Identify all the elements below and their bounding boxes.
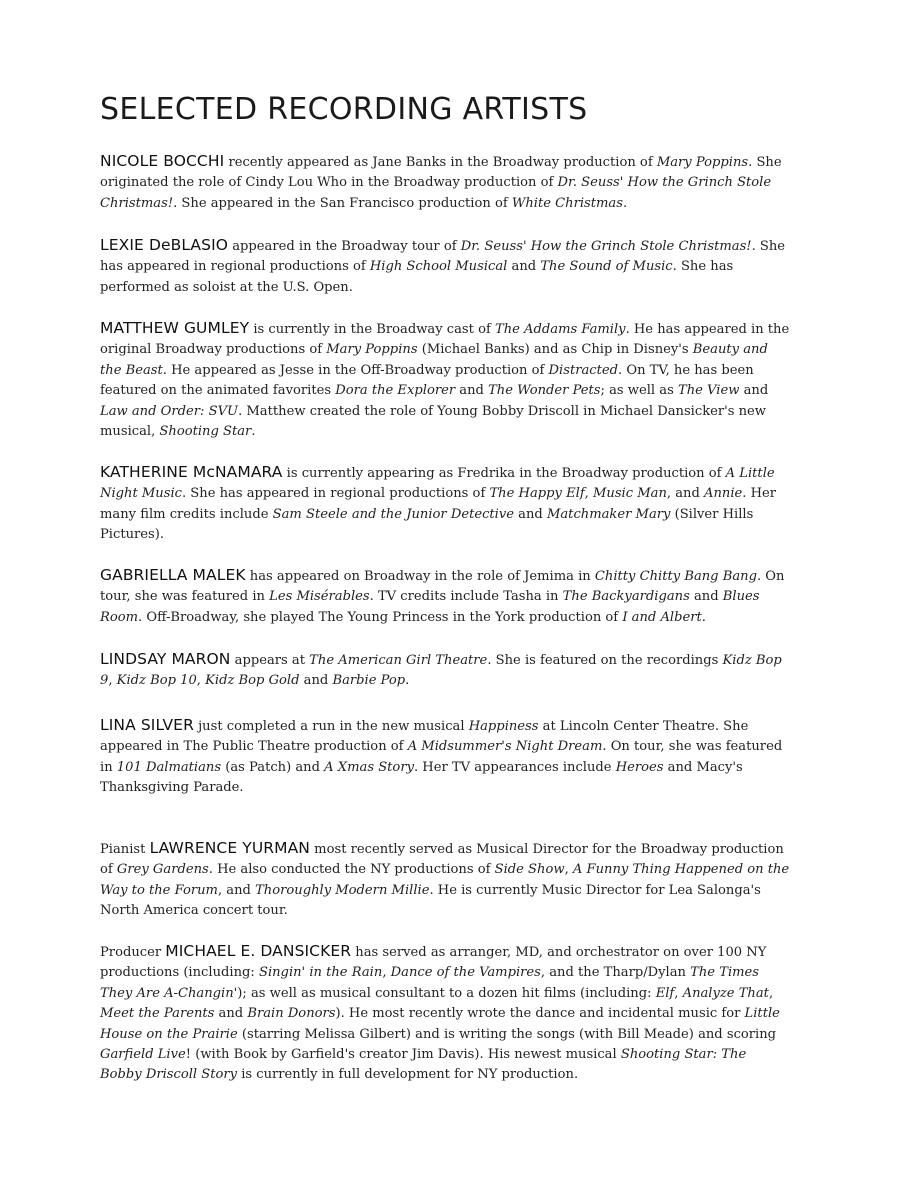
work-title: Law and Order: SVU xyxy=(100,403,239,419)
bio-lexie-deblasio xyxy=(100,235,790,298)
bio-text: appears at xyxy=(230,653,310,668)
bio-text: . She has appeared in regional productions of xyxy=(181,486,490,502)
bio-text: , and xyxy=(666,486,704,502)
work-title: The Happy Elf xyxy=(489,486,585,502)
bio-text: , xyxy=(768,985,774,1001)
bio-text: and xyxy=(455,383,489,399)
work-title: Happiness xyxy=(468,719,539,734)
bio-text: . She appeared in the San Francisco production of xyxy=(173,195,512,211)
work-title: Shooting Star: The Bobby Driscoll Story xyxy=(100,1047,747,1083)
bio-text: is currently appearing as Fredrika in the Broadway production of xyxy=(282,466,726,481)
bio-text: , xyxy=(674,985,683,1001)
artist-name: LINDSAY MARON xyxy=(100,650,231,668)
bio-text: has appeared on Broadway in the role of Jemima in xyxy=(245,569,595,584)
bio-text: and xyxy=(299,673,333,689)
bio-matthew-gumley xyxy=(100,318,790,442)
bio-lawrence-yurman xyxy=(100,838,790,922)
work-title: Kidz Bop 10 xyxy=(116,673,197,689)
bio-text: has served as arranger, MD, and orchestrator on over 100 NY productions (including: xyxy=(100,945,767,981)
bio-text: (Silver Hills Pictures). xyxy=(100,506,754,543)
bio-text: and xyxy=(739,383,769,399)
work-title: Blues Room xyxy=(100,589,760,625)
work-title: Matchmaker Mary xyxy=(546,506,671,522)
work-title: Dance of the Vampires xyxy=(390,965,541,981)
bio-text: . He has appeared in the original Broadway productions of xyxy=(100,322,790,358)
artist-name: LAWRENCE YURMAN xyxy=(149,839,311,857)
work-title: Heroes xyxy=(615,759,664,775)
bio-text: ). He most recently wrote the dance and incidental music for xyxy=(335,1006,745,1022)
bio-text: and xyxy=(214,1006,248,1022)
bio-text: ! (with Book by Garfield's creator Jim Davis). His newest musical xyxy=(185,1047,621,1063)
bio-text: . She has appeared in regional productions of xyxy=(100,239,786,275)
bio-text: appeared in the Broadway tour of xyxy=(228,239,461,254)
work-title: The Addams Family xyxy=(494,322,626,337)
work-title: Chitty Chitty Bang Bang xyxy=(594,569,757,584)
bio-katherine-mcnamara xyxy=(100,462,790,546)
bio-text: , xyxy=(584,486,593,502)
bio-text: recently appeared as Jane Banks in the Broadway production of xyxy=(224,155,657,170)
work-title: Meet the Parents xyxy=(100,1006,215,1022)
bio-text: ); as well as musical consultant to a dozen hit films (including: xyxy=(237,985,656,1001)
bio-text: , and xyxy=(217,882,256,898)
work-title: Beauty and the Beast xyxy=(100,342,768,378)
work-title: Elf xyxy=(655,985,675,1001)
work-title: Garfield Live xyxy=(100,1047,186,1063)
bio-text: is currently in full development for NY production. xyxy=(237,1067,579,1083)
work-title: A Xmas Story xyxy=(324,759,414,775)
artist-name: LINA SILVER xyxy=(100,716,194,734)
bio-text: and xyxy=(514,506,547,522)
bio-text: at Lincoln Center Theatre. She appeared in The Public Theatre production of xyxy=(100,719,749,755)
page-title: SELECTED RECORDING ARTISTS xyxy=(100,92,588,127)
work-title: Sam Steele and the Junior Detective xyxy=(272,506,515,522)
work-title: Mary Poppins xyxy=(656,155,749,170)
bio-text: (as Patch) and xyxy=(221,759,325,775)
artist-name: GABRIELLA MALEK xyxy=(100,566,246,584)
bio-text: . xyxy=(622,195,628,211)
work-title: 101 Dalmatians xyxy=(116,759,222,775)
work-title: Analyze That xyxy=(682,985,769,1001)
bio-text: . On TV, he has been featured on the animated favorites xyxy=(100,362,754,399)
bio-text: . xyxy=(251,424,256,440)
artist-name: MICHAEL E. DANSICKER xyxy=(165,942,352,960)
bio-text: . On tour, she was featured in xyxy=(100,739,783,775)
bio-michael-dansicker xyxy=(100,941,790,1086)
work-title: Dora the Explorer xyxy=(335,383,456,399)
work-title: Mary Poppins xyxy=(326,342,418,358)
work-title: Dr. Seuss' How the Grinch Stole Christmas! xyxy=(460,239,752,254)
bio-text: . Off-Broadway, she played The Young Princess in the York production of xyxy=(138,609,623,625)
work-title: High School Musical xyxy=(369,259,508,275)
artist-name: MATTHEW GUMLEY xyxy=(100,319,250,337)
bio-text: . He is currently Music Director for Lea Salonga's North America concert tour. xyxy=(100,882,761,919)
bio-lina-silver xyxy=(100,715,790,799)
bio-text: , xyxy=(382,965,391,981)
work-title: Barbie Pop xyxy=(332,673,406,689)
bio-text: ; as well as xyxy=(600,383,678,399)
work-title: White Christmas xyxy=(511,195,623,211)
bio-text: and xyxy=(507,259,541,275)
work-title: Shooting Star xyxy=(159,424,252,440)
bio-text: , and the Tharp/Dylan xyxy=(540,965,691,981)
work-title: Annie xyxy=(704,486,743,502)
bio-text: , xyxy=(108,673,117,689)
work-title: The Backyardigans xyxy=(562,589,690,605)
bio-gabriella-malek xyxy=(100,565,790,628)
work-title: The View xyxy=(677,383,740,399)
work-title: Distracted xyxy=(548,362,619,378)
bio-nicole-bocchi xyxy=(100,151,790,214)
work-title: The American Girl Theatre xyxy=(309,653,488,668)
bio-text: . She originated the role of Cindy Lou Who in the Broadway production of xyxy=(100,155,782,191)
work-title: Music Man xyxy=(593,486,667,502)
bio-text: . TV credits include Tasha in xyxy=(369,589,563,605)
bio-text: . Her TV appearances include xyxy=(413,759,616,775)
bio-text: and Macy's Thanksgiving Parade. xyxy=(100,759,743,796)
work-title: Les Misérables xyxy=(269,589,370,605)
work-title: Brain Donors xyxy=(247,1006,336,1022)
artist-name: KATHERINE McNAMARA xyxy=(100,463,283,481)
work-title: Thoroughly Modern Millie xyxy=(255,882,430,898)
bio-text: . xyxy=(405,673,410,689)
work-title: A Funny Thing Happened on the Way to the Forum xyxy=(100,862,790,898)
bio-text: . She is featured on the recordings xyxy=(487,653,723,668)
bio-text: , xyxy=(564,862,573,878)
work-title: The Wonder Pets xyxy=(488,383,601,399)
bio-text: most recently served as Musical Director for the Broadway production of xyxy=(100,842,784,878)
work-title: Singin' in the Rain xyxy=(258,965,383,981)
bio-text: . He appeared as Jesse in the Off-Broadway production of xyxy=(162,362,549,378)
work-title: A Midsummer's Night Dream xyxy=(407,739,603,755)
artist-name: LEXIE DeBLASIO xyxy=(100,236,229,254)
artist-name: NICOLE BOCCHI xyxy=(100,152,225,170)
bio-text: , xyxy=(196,673,206,689)
bio-text: (starring Melissa Gilbert) and is writing the songs (with Bill Meade) and scoring xyxy=(237,1026,777,1042)
work-title: The Times They Are A-Changin' xyxy=(100,965,760,1001)
bio-text: . She has performed as soloist at the U.S. Open. xyxy=(100,259,734,295)
work-title: I and Albert xyxy=(622,609,702,625)
work-title: Kidz Bop Gold xyxy=(205,673,300,689)
bio-text: . xyxy=(701,609,706,625)
bio-text: . Matthew created the role of Young Bobby Driscoll in Michael Dansicker's new musical, xyxy=(100,403,767,440)
bio-text: and xyxy=(689,589,723,605)
bio-text: Pianist xyxy=(100,842,150,857)
bio-text: is currently in the Broadway cast of xyxy=(249,322,495,337)
work-title: Side Show xyxy=(494,862,565,878)
work-title: Little House on the Prairie xyxy=(100,1006,780,1042)
bio-text: . He also conducted the NY productions of xyxy=(208,862,495,878)
work-title: Kidz Bop 9 xyxy=(100,653,782,689)
bio-lindsay-maron xyxy=(100,649,790,692)
work-title: Dr. Seuss' How the Grinch Stole Christmas! xyxy=(100,175,772,211)
work-title: The Sound of Music xyxy=(540,259,673,275)
work-title: A Little Night Music xyxy=(100,466,775,502)
bio-text: (Michael Banks) and as Chip in Disney's xyxy=(417,342,693,358)
bio-text: . Her many film credits include xyxy=(100,486,777,522)
bio-text: . On tour, she was featured in xyxy=(100,569,785,605)
bio-text: just completed a run in the new musical xyxy=(193,719,469,734)
bio-text: Producer xyxy=(100,945,166,960)
work-title: Grey Gardens xyxy=(116,862,209,878)
